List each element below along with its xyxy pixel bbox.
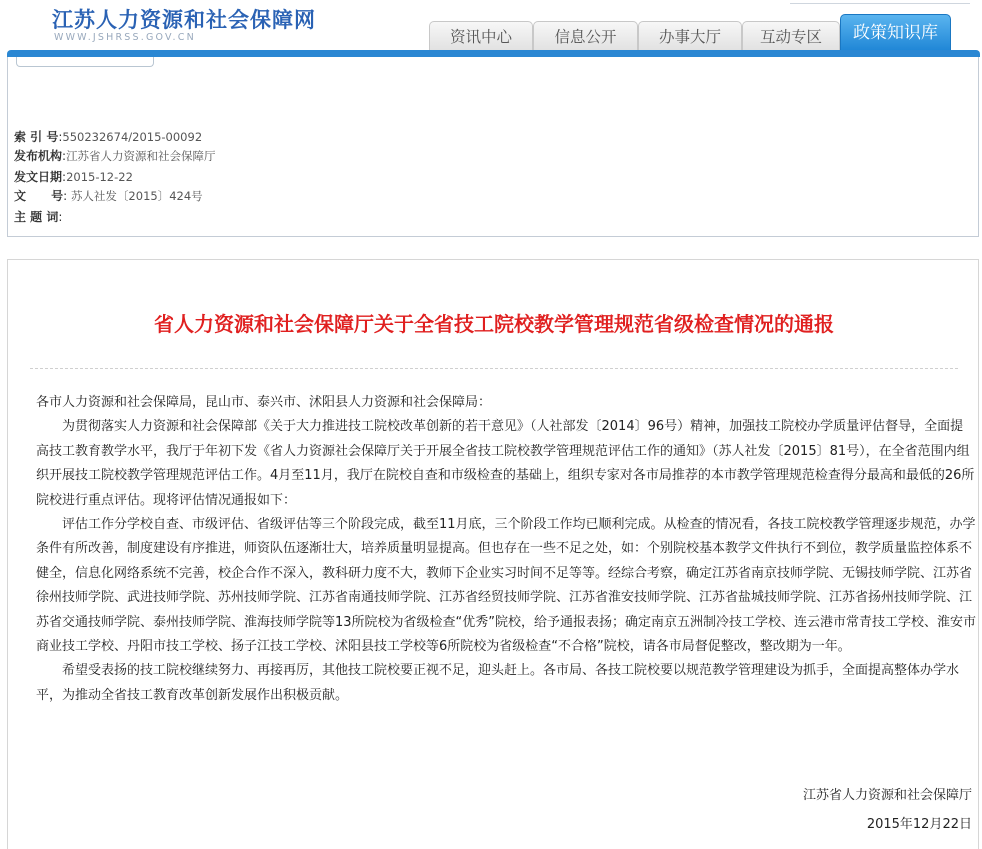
nav-tab-news[interactable]: 资讯中心 [429, 21, 533, 51]
salutation: 各市人力资源和社会保障局，昆山市、泰兴市、沭阳县人力资源和社会保障局： [36, 395, 492, 410]
title-divider [30, 368, 958, 369]
sign-date: 2015年12月22日 [866, 817, 972, 832]
article-title: 省人力资源和社会保障厅关于全省技工院校教学管理规范省级检查情况的通报 [154, 312, 834, 336]
meta-date-label: 发文日期 [14, 170, 63, 184]
nav-underline-bar [7, 50, 980, 57]
meta-subject-row: 主 题 词: [14, 210, 63, 224]
meta-index-row: 索 引 号:550232674/2015-00092 [14, 130, 203, 144]
nav-tab-info-disclosure[interactable]: 信息公开 [533, 21, 638, 51]
article-body [36, 391, 976, 708]
meta-docno-label: 文 号 [14, 189, 64, 203]
nav-tab-policy-library[interactable]: 政策知识库 [840, 14, 951, 51]
signature: 江苏省人力资源和社会保障厅 [802, 788, 972, 803]
meta-docno-value: 苏人社发〔2015〕424号 [70, 189, 203, 203]
meta-date-value: 2015-12-22 [66, 170, 133, 184]
paragraph-3: 希望受表扬的技工院校继续努力、再接再厉，其他技工院校要正视不足，迎头赶上。各市局、各技工院校要以规范教学管理建设为抓手，全面提高整体办学水平，为推动全省技工教育改革创新发展作出积极贡献。 [36, 663, 960, 703]
meta-index-value: 550232674/2015-00092 [62, 130, 203, 144]
article-panel [7, 259, 979, 849]
meta-index-label: 索 引 号 [14, 130, 59, 144]
meta-date-row: 发文日期:2015-12-22 [14, 170, 133, 184]
top-links-strip [790, 0, 970, 4]
meta-subject-label: 主 题 词 [14, 210, 59, 224]
paragraph-2: 评估工作分学校自查、市级评估、省级评估等三个阶段完成，截至11月底，三个阶段工作均已顺利完成。从检查的情况看，各技工院校教学管理逐步规范，办学条件有所改善，制度建设有序推进，师资队伍逐渐壮大，培养质量明显提高。但也存在一些不足之处，如：个别院校基本教学文件执行不到位，教学质量监控体系不健全，信息化网络系统不完善，校企合作不深入，教科研力度不大，教师下企业实习时间不足等等。经综合考察，确定江苏省南京技师学院、无锡技师学院、江苏省徐州技师学院、武进技师学院、苏州技师学院、江苏省南通技师学院、江苏省经贸技师学院、江苏省淮安技师学院、江苏省盐城技师学院、江苏省扬州技师学院、江苏省交通技师学院、泰州技师学院、淮海技师学院等13所院校为省级检查“优秀”院校，给予通报表扬；确定南京五洲制冷技工学校、连云港市常青技工学校、淮安市商业技工学校、丹阳市技工学校、扬子江技工学校、沭阳县技工学校等6所院校为省级检查“不合格”院校，请各市局督促整改，整改期为一年。 [36, 517, 977, 655]
document-info-panel [7, 57, 979, 237]
meta-publisher-label: 发布机构 [14, 149, 63, 163]
meta-docno-row: 文 号: 苏人社发〔2015〕424号 [14, 189, 203, 203]
meta-publisher-value: 江苏省人力资源和社会保障厅 [66, 149, 216, 163]
site-logo-title[interactable]: 江苏人力资源和社会保障网 [52, 7, 316, 32]
meta-publisher-row: 发布机构:江苏省人力资源和社会保障厅 [14, 149, 216, 163]
nav-tab-interaction[interactable]: 互动专区 [742, 21, 840, 51]
breadcrumb-tab[interactable] [16, 57, 154, 67]
paragraph-1: 为贯彻落实人力资源和社会保障部《关于大力推进技工院校改革创新的若干意见》（人社部发〔2014〕96号）精神，加强技工院校办学质量评估督导，全面提高技工教育教学水平，我厅于年初下发《省人力资源社会保障厅关于开展全省技工院校教学管理规范评估工作的通知》（苏人社发〔2015〕81号），在全省范围内组织开展技工院校教学管理规范评估工作。4月至11月，我厅在院校自查和市级检查的基础上，组织专家对各市局推荐的本市教学管理规范检查得分最高和最低的26所院校进行重点评估。现将评估情况通报如下： [36, 419, 975, 508]
site-domain: WWW.JSHRSS.GOV.CN [54, 32, 196, 43]
nav-tab-service-hall[interactable]: 办事大厅 [638, 21, 742, 51]
